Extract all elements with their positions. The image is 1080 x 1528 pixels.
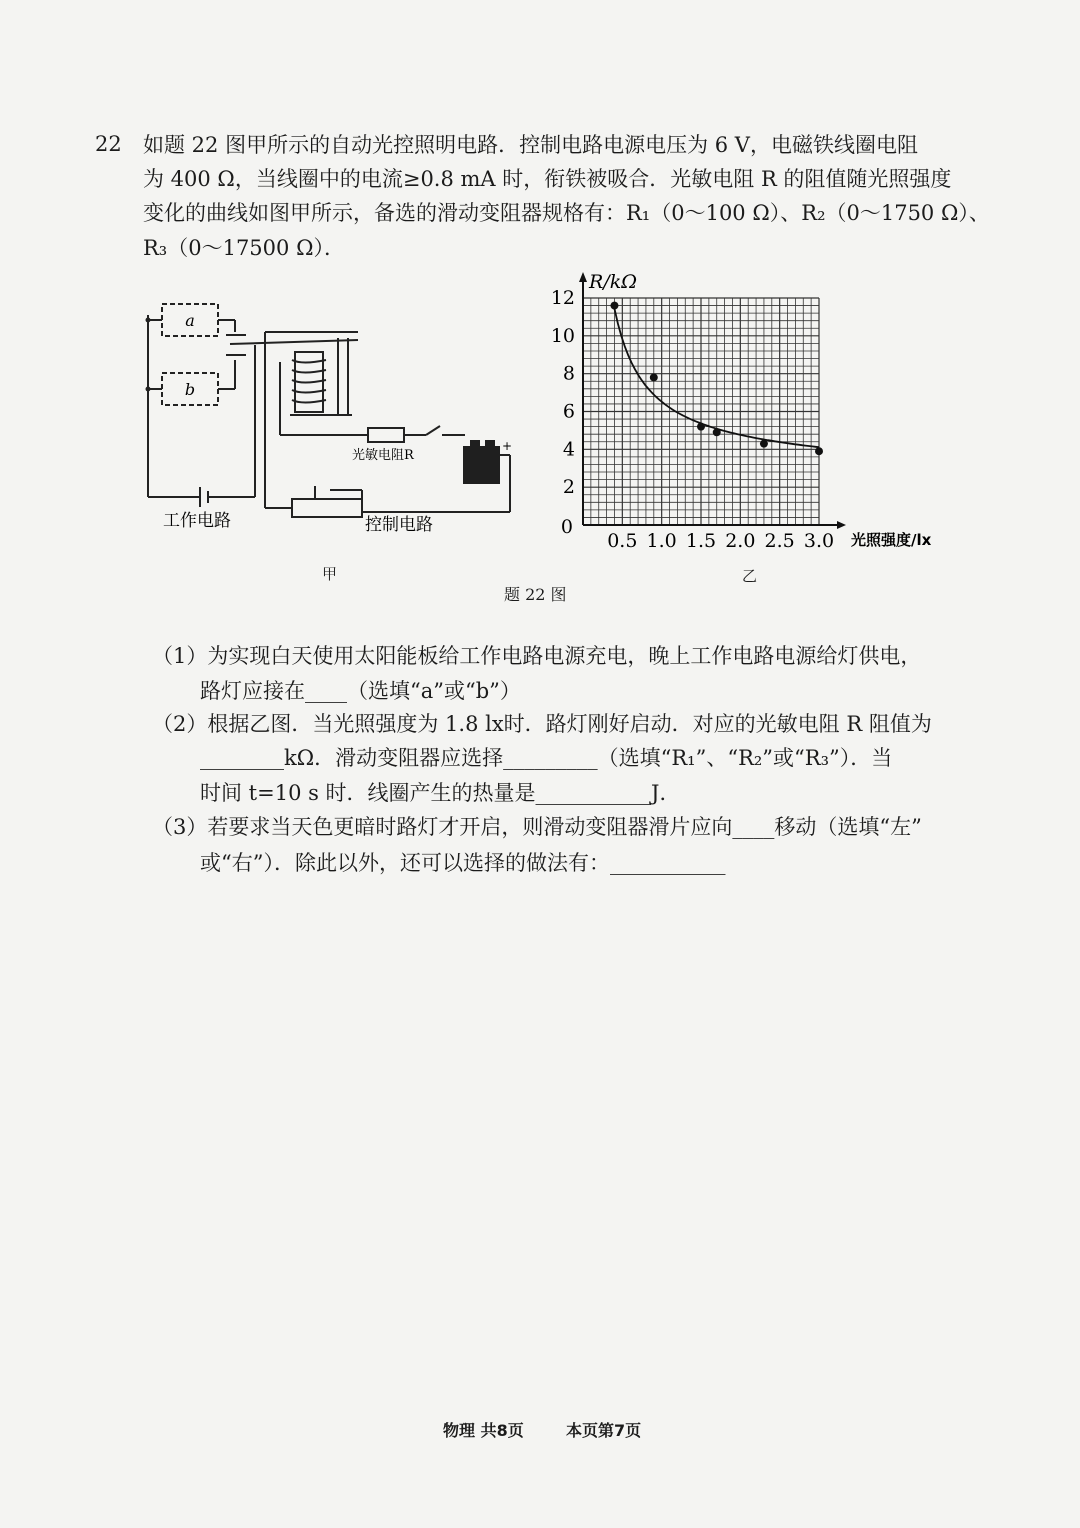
x-tick-label: 2.0: [725, 530, 756, 552]
box-a-label: a: [185, 311, 195, 330]
data-point: [815, 447, 823, 455]
box-b-label: b: [184, 380, 196, 399]
origin-label: 0: [560, 516, 573, 538]
data-point: [610, 302, 618, 310]
y-tick-label: 12: [550, 287, 575, 309]
stem-line-2: 为 400 Ω，当线圈中的电流≥0.8 mA 时，衔铁被吸合．光敏电阻 R 的阻值随光照强度: [143, 167, 952, 191]
graph-sublabel: 乙: [742, 567, 758, 585]
y-tick-label: 6: [562, 400, 575, 423]
x-axis-arrow: [837, 521, 846, 529]
stem-line-1: 如题 22 图甲所示的自动光控照明电路．控制电路电源电压为 6 V，电磁铁线圈电阻: [143, 133, 918, 157]
y-tick-label: 4: [562, 438, 575, 461]
footer-current-page: 本页第7页: [566, 1421, 642, 1440]
footer-total-pages: 物理 共8页: [443, 1421, 524, 1440]
part-2-line-2: ________kΩ．滑动变阻器应选择_________（选填“R₁”、“R₂”或“R₃”）．当: [200, 746, 893, 770]
x-tick-label: 1.0: [646, 530, 677, 552]
y-tick-label: 10: [550, 324, 575, 347]
data-point: [713, 428, 721, 436]
figure-caption: 题 22 图: [504, 585, 567, 604]
x-tick-label: 3.0: [803, 530, 835, 552]
question-number: 22: [95, 132, 122, 156]
y-tick-label: 2: [562, 476, 575, 499]
y-tick-label: 8: [562, 362, 575, 385]
circuit-diagram: [130, 290, 530, 550]
battery-plus-label: +: [502, 439, 513, 453]
stem-line-4: R₃（0～17500 Ω）．: [143, 236, 345, 260]
part-3-line-2: 或“右”）．除此以外，还可以选择的做法有：___________: [200, 851, 726, 875]
battery-icon: [463, 446, 500, 484]
part-1-line-1: （1）为实现白天使用太阳能板给工作电路电源充电，晚上工作电路电源给灯供电，: [152, 644, 922, 668]
photoresistor-label: 光敏电阻R: [352, 448, 414, 463]
stem-line-3: 变化的曲线如图甲所示，备选的滑动变阻器规格有：R₁（0～100 Ω）、R₂（0～1750 Ω）、: [143, 201, 990, 225]
work-circuit-label: 工作电路: [163, 511, 231, 531]
part-2-line-3: 时间 t=10 s 时．线圈产生的热量是___________J．: [200, 781, 681, 805]
data-point: [650, 373, 658, 381]
x-tick-label: 0.5: [607, 530, 638, 552]
data-point: [760, 440, 768, 448]
x-axis-label: 光照强度/lx: [851, 531, 932, 549]
circuit-sublabel: 甲: [322, 565, 338, 583]
data-point: [697, 423, 705, 431]
y-axis-label: R/kΩ: [589, 271, 637, 293]
part-1-line-2: 路灯应接在____（选填“a”或“b”）: [200, 679, 521, 703]
y-axis-arrow: [579, 272, 587, 282]
x-tick-label: 1.5: [685, 530, 717, 552]
x-tick-label: 2.5: [764, 530, 795, 552]
part-3-line-1: （3）若要求当天色更暗时路灯才开启，则滑动变阻器滑片应向____移动（选填“左”: [152, 815, 922, 839]
control-circuit-label: 控制电路: [365, 515, 433, 535]
part-2-line-1: （2）根据乙图．当光照强度为 1.8 lx时．路灯刚好启动．对应的光敏电阻 R 阻值为: [152, 712, 932, 736]
resistance-illuminance-graph: [545, 268, 965, 558]
